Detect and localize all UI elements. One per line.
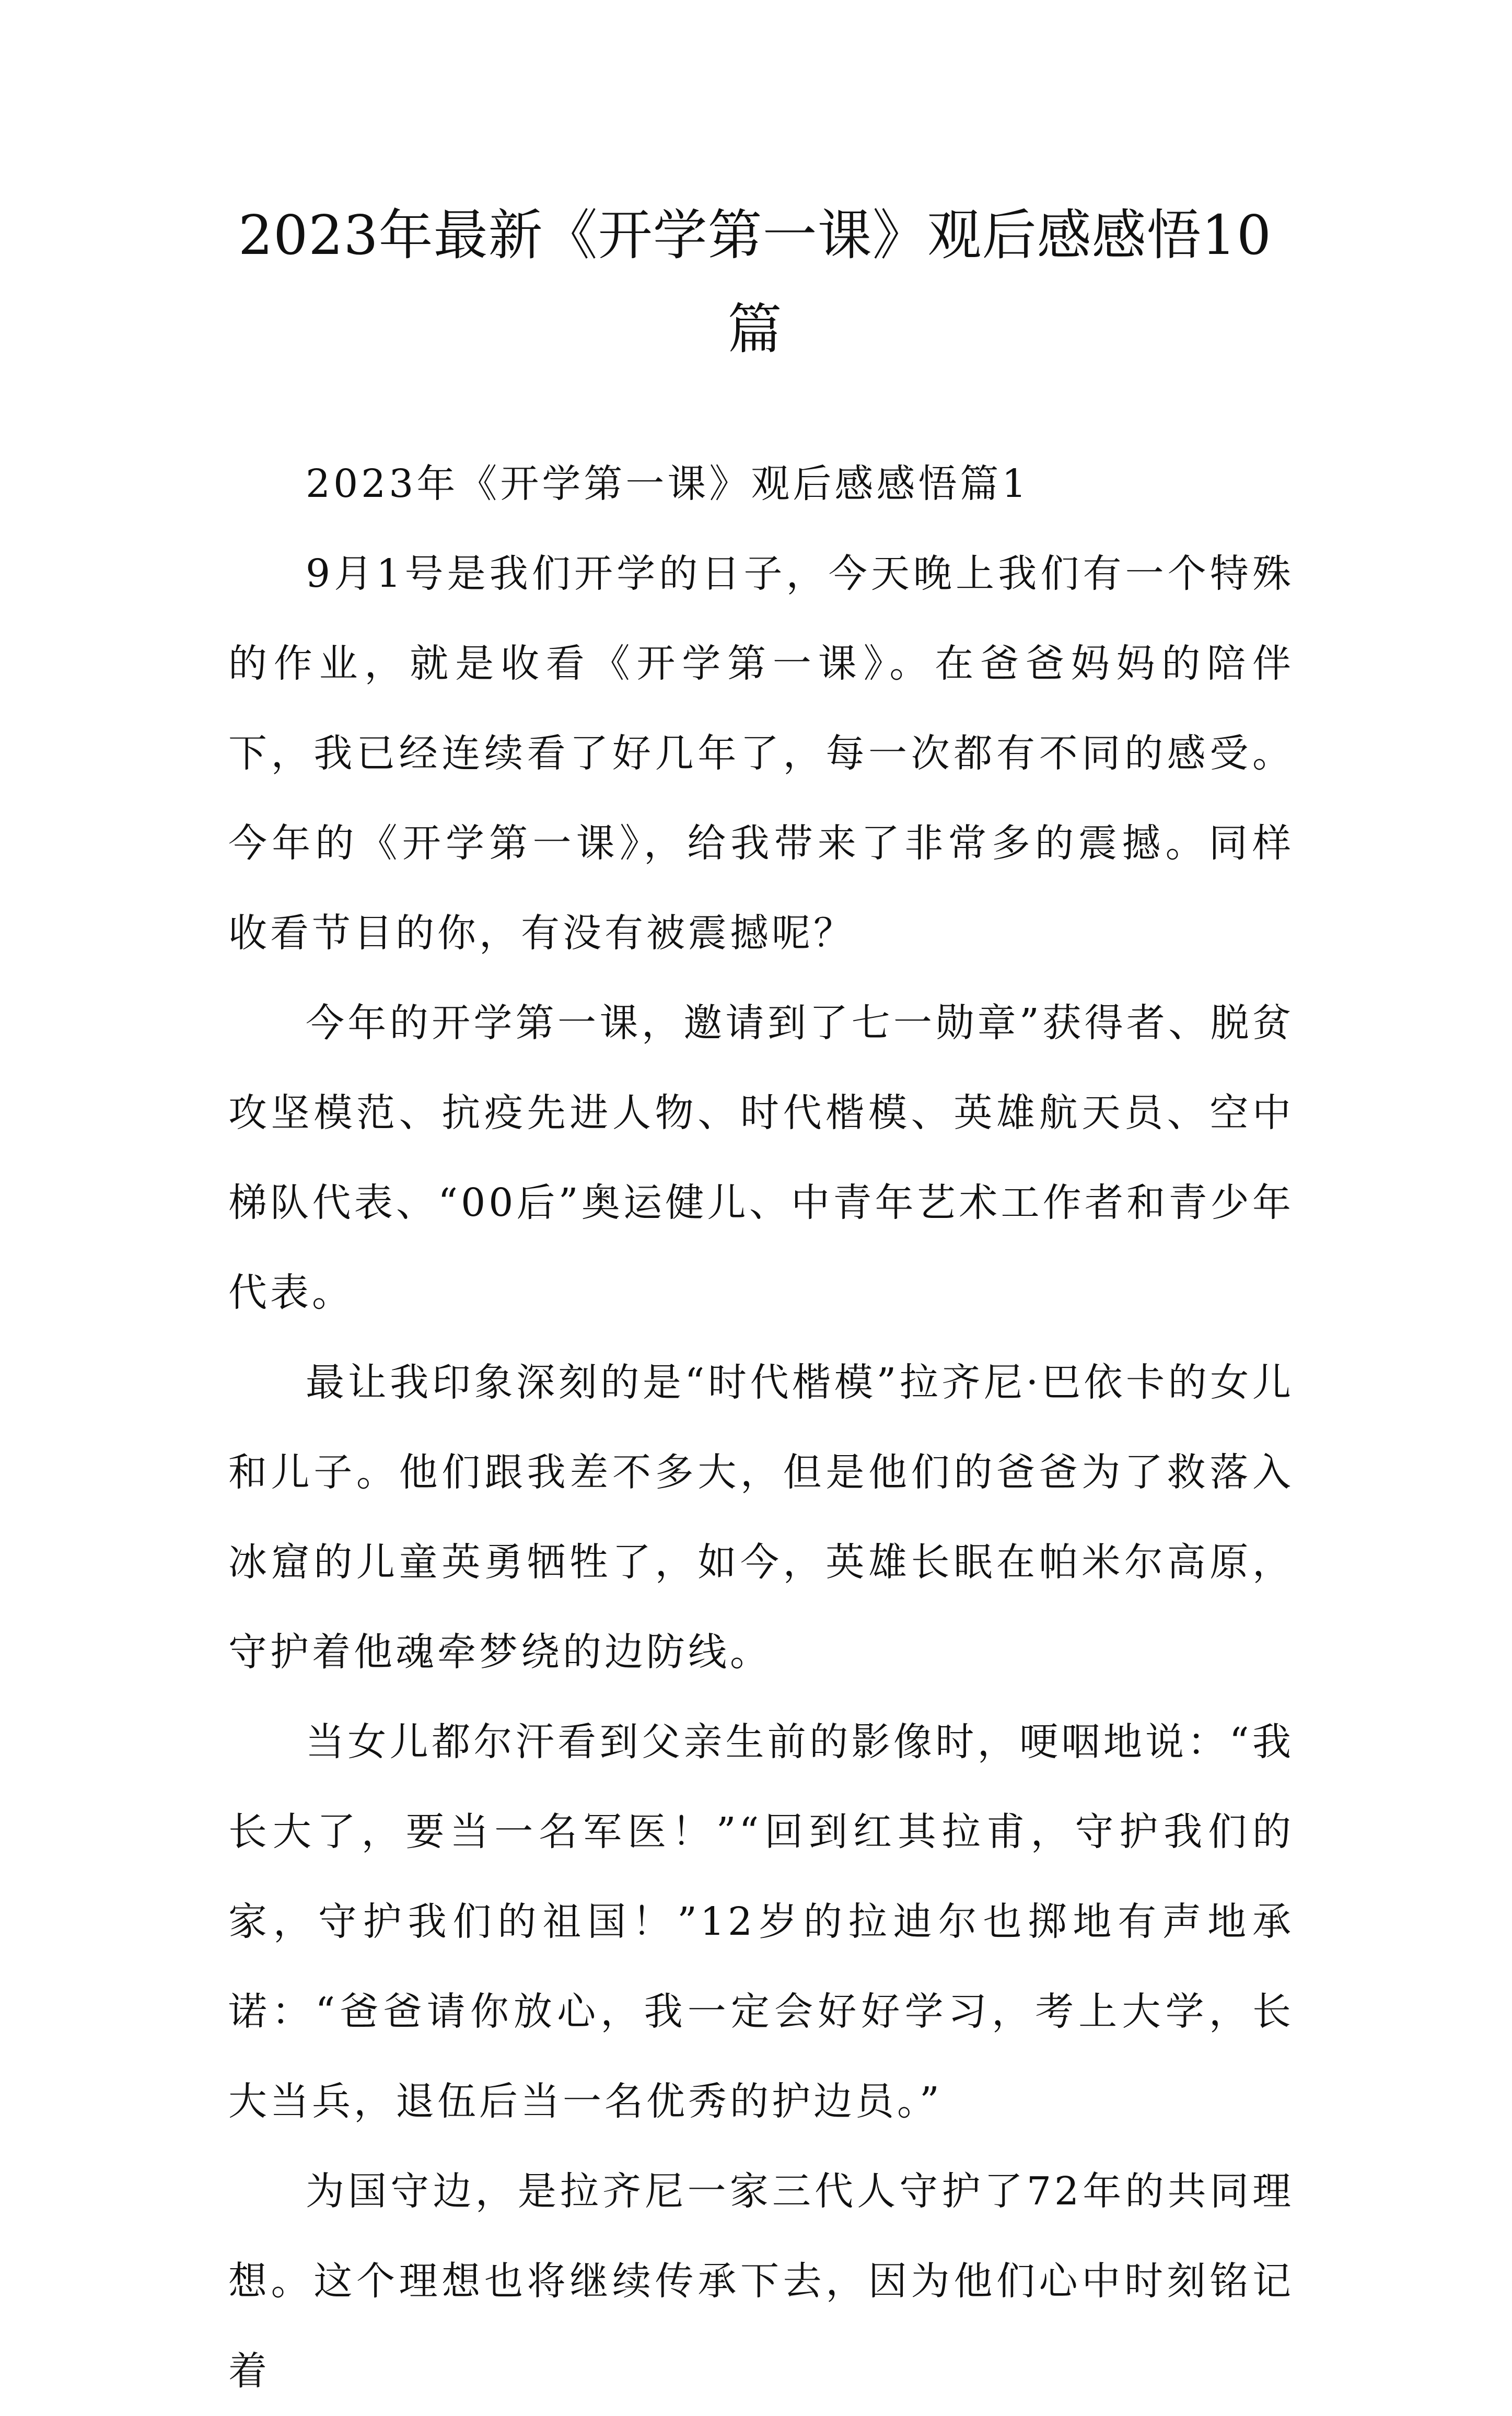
document-body bbox=[228, 439, 1294, 2416]
section-heading: 2023年《开学第一课》观后感感悟篇1 bbox=[306, 461, 1030, 506]
document-title: 2023年最新《开学第一课》观后感感悟10篇 bbox=[238, 203, 1272, 361]
paragraph: 当女儿都尔汗看到父亲生前的影像时，哽咽地说：“我长大了，要当一名军医！”“回到红其拉甫，守护我们的家，守护我们的祖国！”12岁的拉迪尔也掷地有声地承诺：“爸爸请你放心，我一定会好好学习，考上大学，长大当兵，退伍后当一名优秀的护边员。” bbox=[228, 1720, 1294, 2124]
paragraph: 今年的开学第一课，邀请到了七一勋章”获得者、脱贫攻坚模范、抗疫先进人物、时代楷模、英雄航天员、空中梯队代表、“00后”奥运健儿、中青年艺术工作者和青少年代表。 bbox=[228, 1001, 1294, 1315]
paragraph: 为国守边，是拉齐尼一家三代人守护了72年的共同理想。这个理想也将继续传承下去，因为他们心中时刻铭记着 bbox=[228, 2169, 1294, 2394]
paragraph: 9月1号是我们开学的日子，今天晚上我们有一个特殊的作业，就是收看《开学第一课》。在爸爸妈妈的陪伴下，我已经连续看了好几年了，每一次都有不同的感受。今年的《开学第一课》，给我带来了非常多的震撼。同样收看节目的你，有没有被震撼呢？ bbox=[228, 551, 1294, 956]
paragraph: 最让我印象深刻的是“时代楷模”拉齐尼·巴依卡的女儿和儿子。他们跟我差不多大，但是他们的爸爸为了救落入冰窟的儿童英勇牺牲了，如今，英雄长眠在帕米尔高原，守护着他魂牵梦绕的边防线。 bbox=[228, 1360, 1294, 1675]
